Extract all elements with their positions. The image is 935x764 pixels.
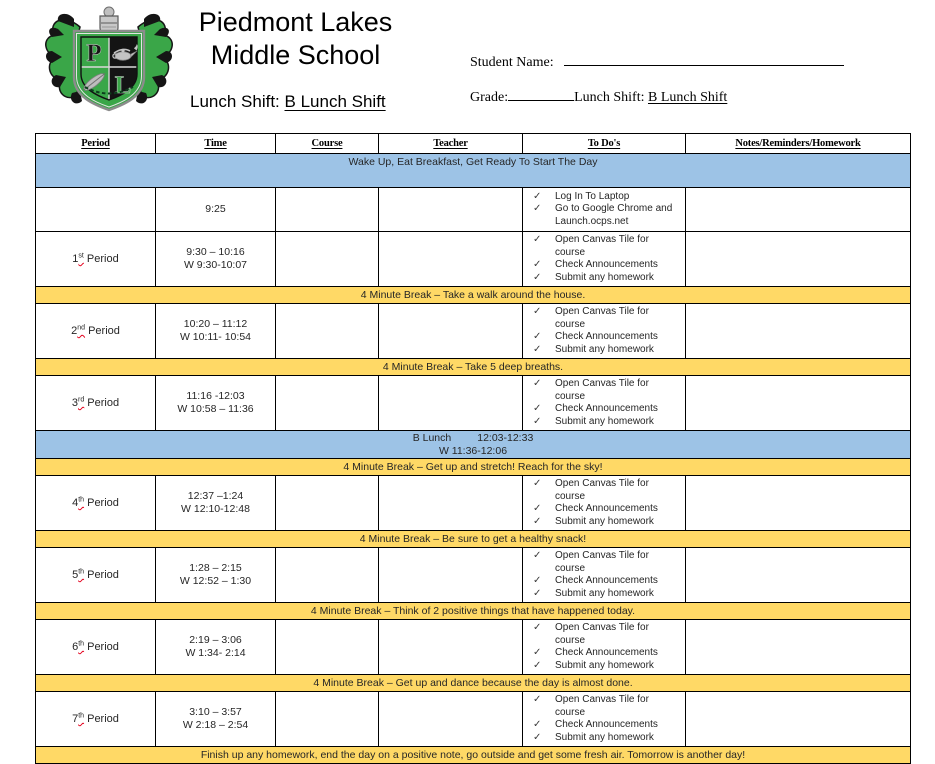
column-header-3: Course (276, 134, 379, 153)
time-line: W 9:30-10:07 (183, 259, 248, 271)
check-icon: ✓ (533, 331, 542, 342)
break-text: Finish up any homework, end the day on a positive note, go outside and get some fresh air. Tomorrow is another day! (200, 748, 746, 761)
period-ordinal-suffix: th (78, 567, 85, 575)
teacher-cell (379, 620, 523, 674)
banner-text: Wake Up, Eat Breakfast, Get Ready To Start The Day (348, 156, 598, 168)
school-name-title (168, 6, 423, 72)
time-cell (156, 376, 276, 430)
period-row (36, 619, 910, 674)
lunch-wednesday-time: W 11:36-12:06 (438, 444, 508, 457)
break-row (36, 286, 910, 303)
check-icon: ✓ (533, 190, 542, 202)
period-label: 4th Period (72, 495, 119, 509)
todo-text: Open Canvas Tile for course (555, 622, 649, 646)
todo-item (525, 478, 683, 503)
check-icon: ✓ (533, 515, 542, 527)
time-cell (156, 692, 276, 746)
student-name-blank-line (564, 52, 844, 66)
check-icon: ✓ (533, 378, 542, 389)
lunch-time: 12:03-12:33 (477, 431, 534, 444)
time-line: W 12:10-12:48 (181, 503, 250, 515)
time-line: 2:19 – 3:06 (189, 634, 242, 646)
check-icon: ✓ (533, 415, 542, 427)
letter-p: P (86, 40, 102, 67)
time-cell (156, 476, 276, 530)
todo-text: Check Announcements (555, 719, 658, 730)
todo-item (525, 416, 683, 429)
time-line: 9:30 – 10:16 (186, 246, 245, 258)
period-ordinal-suffix: th (78, 639, 85, 647)
lunch-shift-title (190, 92, 386, 112)
todo-item (525, 378, 683, 403)
check-icon: ✓ (533, 259, 542, 270)
todo-text: Open Canvas Tile for course (555, 234, 649, 258)
break-row (36, 746, 910, 763)
period-ordinal-suffix: nd (77, 323, 86, 331)
column-header-6: Notes/Reminders/Homework (735, 138, 861, 149)
period-label: 7th Period (72, 711, 119, 725)
todo-text: Open Canvas Tile for course (555, 306, 649, 330)
check-icon: ✓ (533, 731, 542, 743)
column-header-5: To Do's (523, 134, 686, 153)
time-line: 3:10 – 3:57 (189, 706, 242, 718)
period-cell (36, 304, 156, 358)
todo-item (525, 259, 683, 272)
column-header-2: Time (156, 134, 276, 153)
check-icon: ✓ (533, 503, 542, 514)
todos-cell (523, 232, 686, 286)
todo-item (525, 550, 683, 575)
teacher-cell (379, 376, 523, 430)
column-header-1: Period (36, 134, 156, 153)
grade-blank-line (508, 87, 574, 101)
todos-cell (523, 304, 686, 358)
grade-lunch-shift-value: B Lunch Shift (647, 90, 728, 105)
time-line: W 10:58 – 11:36 (177, 403, 254, 415)
teacher-cell (379, 548, 523, 602)
period-row (36, 547, 910, 602)
teacher-cell (379, 188, 523, 231)
teacher-cell (379, 232, 523, 286)
notes-cell (686, 304, 910, 358)
lunch-line1 (413, 432, 534, 445)
course-cell (276, 188, 379, 231)
break-row (36, 358, 910, 375)
break-row (36, 674, 910, 691)
period-row (36, 303, 910, 358)
todo-text: Log In To Laptop (555, 190, 630, 202)
notes-cell (686, 476, 910, 530)
time-line: W 1:34- 2:14 (185, 647, 246, 659)
check-icon: ✓ (533, 647, 542, 658)
time-line: 11:16 -12:03 (186, 390, 245, 402)
todo-item (525, 503, 683, 516)
check-icon: ✓ (533, 659, 542, 671)
todo-item (525, 306, 683, 331)
time-cell (156, 188, 276, 231)
todo-item (525, 575, 683, 588)
todo-text: Submit any homework (555, 415, 654, 427)
todo-item (525, 719, 683, 732)
time-cell (156, 620, 276, 674)
period-ordinal-suffix: st (78, 251, 84, 259)
time-line: 10:20 – 11:12 (183, 318, 248, 330)
todos-cell (523, 188, 686, 231)
time-cell (156, 548, 276, 602)
column-header-4: Teacher (379, 134, 523, 153)
teacher-cell (379, 304, 523, 358)
check-icon: ✓ (533, 271, 542, 283)
period-row (36, 691, 910, 746)
period-cell (36, 188, 156, 231)
lunch-shift-value: B Lunch Shift (284, 92, 386, 111)
todo-item (525, 732, 683, 745)
period-label: 5th Period (72, 567, 119, 581)
check-icon: ✓ (533, 478, 542, 489)
period-cell (36, 692, 156, 746)
notes-cell (686, 548, 910, 602)
check-icon: ✓ (533, 575, 542, 586)
time-line: W 12:52 – 1:30 (179, 575, 252, 587)
check-icon: ✓ (533, 622, 542, 633)
check-icon: ✓ (533, 719, 542, 730)
todo-text: Open Canvas Tile for course (555, 550, 649, 574)
time-line: 12:37 –1:24 (187, 490, 244, 502)
break-text: 4 Minute Break – Take 5 deep breaths. (382, 360, 564, 373)
todos-cell (523, 620, 686, 674)
todo-text: Submit any homework (555, 587, 654, 599)
notes-cell (686, 376, 910, 430)
period-row (36, 187, 910, 231)
letter-l: L (114, 72, 132, 99)
period-row (36, 475, 910, 530)
todo-text: Submit any homework (555, 515, 654, 527)
break-text: 4 Minute Break – Get up and dance because the day is almost done. (313, 676, 633, 689)
period-cell (36, 548, 156, 602)
time-line: W 2:18 – 2:54 (182, 719, 249, 731)
period-label: 3rd Period (71, 395, 120, 409)
grade-label: Grade: (470, 90, 509, 105)
check-icon: ✓ (533, 343, 542, 355)
todo-text: Submit any homework (555, 343, 654, 355)
period-ordinal-suffix: th (78, 495, 85, 503)
student-name-field (470, 52, 844, 71)
todo-text: Check Announcements (555, 331, 658, 342)
todo-item (525, 622, 683, 647)
todo-item (525, 588, 683, 601)
todo-text: Check Announcements (555, 647, 658, 658)
notes-cell (686, 620, 910, 674)
period-row (36, 231, 910, 286)
break-row (36, 602, 910, 619)
lunch-row (36, 430, 910, 458)
teacher-cell (379, 476, 523, 530)
todo-item (525, 516, 683, 529)
period-row (36, 375, 910, 430)
course-cell (276, 232, 379, 286)
todos-cell (523, 376, 686, 430)
check-icon: ✓ (533, 203, 542, 215)
grade-lunch-shift-label: Lunch Shift: (574, 90, 648, 105)
todo-item (525, 191, 683, 204)
todo-text: Submit any homework (555, 731, 654, 743)
period-cell (36, 476, 156, 530)
break-text: 4 Minute Break – Take a walk around the house. (360, 288, 586, 301)
time-cell (156, 232, 276, 286)
todo-text: Check Announcements (555, 503, 658, 514)
todo-text: Open Canvas Tile for course (555, 478, 649, 502)
school-name-line2: Middle School (210, 40, 381, 70)
student-name-label: Student Name: (470, 55, 554, 70)
todo-text: Check Announcements (555, 403, 658, 414)
school-name-line1: Piedmont Lakes (198, 7, 393, 37)
break-text: 4 Minute Break – Be sure to get a healthy snack! (359, 532, 587, 545)
grade-field (470, 87, 727, 106)
course-cell (276, 304, 379, 358)
todo-text: Check Announcements (555, 259, 658, 270)
break-row (36, 458, 910, 475)
todo-item (525, 647, 683, 660)
notes-cell (686, 692, 910, 746)
check-icon: ✓ (533, 694, 542, 705)
todos-cell (523, 476, 686, 530)
notes-cell (686, 232, 910, 286)
todo-item (525, 203, 683, 228)
todo-item (525, 272, 683, 285)
todo-text: Open Canvas Tile for course (555, 694, 649, 718)
todo-text: Open Canvas Tile for course (555, 378, 649, 402)
notes-cell (686, 188, 910, 231)
course-cell (276, 548, 379, 602)
school-crest-logo (44, 5, 174, 119)
todos-cell (523, 692, 686, 746)
todo-text: Submit any homework (555, 271, 654, 283)
schedule-table (35, 133, 911, 764)
break-text: 4 Minute Break – Get up and stretch! Reach for the sky! (343, 460, 603, 473)
todo-item (525, 234, 683, 259)
check-icon: ✓ (533, 234, 542, 245)
todo-item (525, 331, 683, 344)
time-cell (156, 304, 276, 358)
break-text: 4 Minute Break – Think of 2 positive things that have happened today. (310, 604, 636, 617)
lunch-cell (36, 431, 910, 458)
banner-row (36, 153, 910, 187)
check-icon: ✓ (533, 306, 542, 317)
header-row (36, 134, 910, 153)
todo-text: Check Announcements (555, 575, 658, 586)
course-cell (276, 376, 379, 430)
break-row (36, 530, 910, 547)
course-cell (276, 620, 379, 674)
period-label: 2nd Period (71, 323, 120, 337)
todos-cell (523, 548, 686, 602)
period-cell (36, 232, 156, 286)
time-line: 1:28 – 2:15 (189, 562, 242, 574)
lunch-shift-label: Lunch Shift: (190, 92, 285, 111)
period-label: 1st Period (72, 251, 119, 265)
period-label: 6th Period (72, 639, 119, 653)
period-ordinal-suffix: th (78, 711, 85, 719)
check-icon: ✓ (533, 587, 542, 599)
course-cell (276, 476, 379, 530)
todo-item (525, 694, 683, 719)
todo-text: Go to Google Chrome and Launch.ocps.net (555, 203, 673, 227)
todo-item (525, 403, 683, 416)
time-line: 9:25 (205, 203, 226, 215)
time-line: W 10:11- 10:54 (179, 331, 251, 343)
teacher-cell (379, 692, 523, 746)
todo-item (525, 660, 683, 673)
check-icon: ✓ (533, 403, 542, 414)
todo-text: Submit any homework (555, 659, 654, 671)
period-cell (36, 620, 156, 674)
check-icon: ✓ (533, 550, 542, 561)
course-cell (276, 692, 379, 746)
period-ordinal-suffix: rd (78, 395, 85, 403)
lunch-label: B Lunch (412, 431, 452, 444)
period-cell (36, 376, 156, 430)
todo-item (525, 344, 683, 357)
